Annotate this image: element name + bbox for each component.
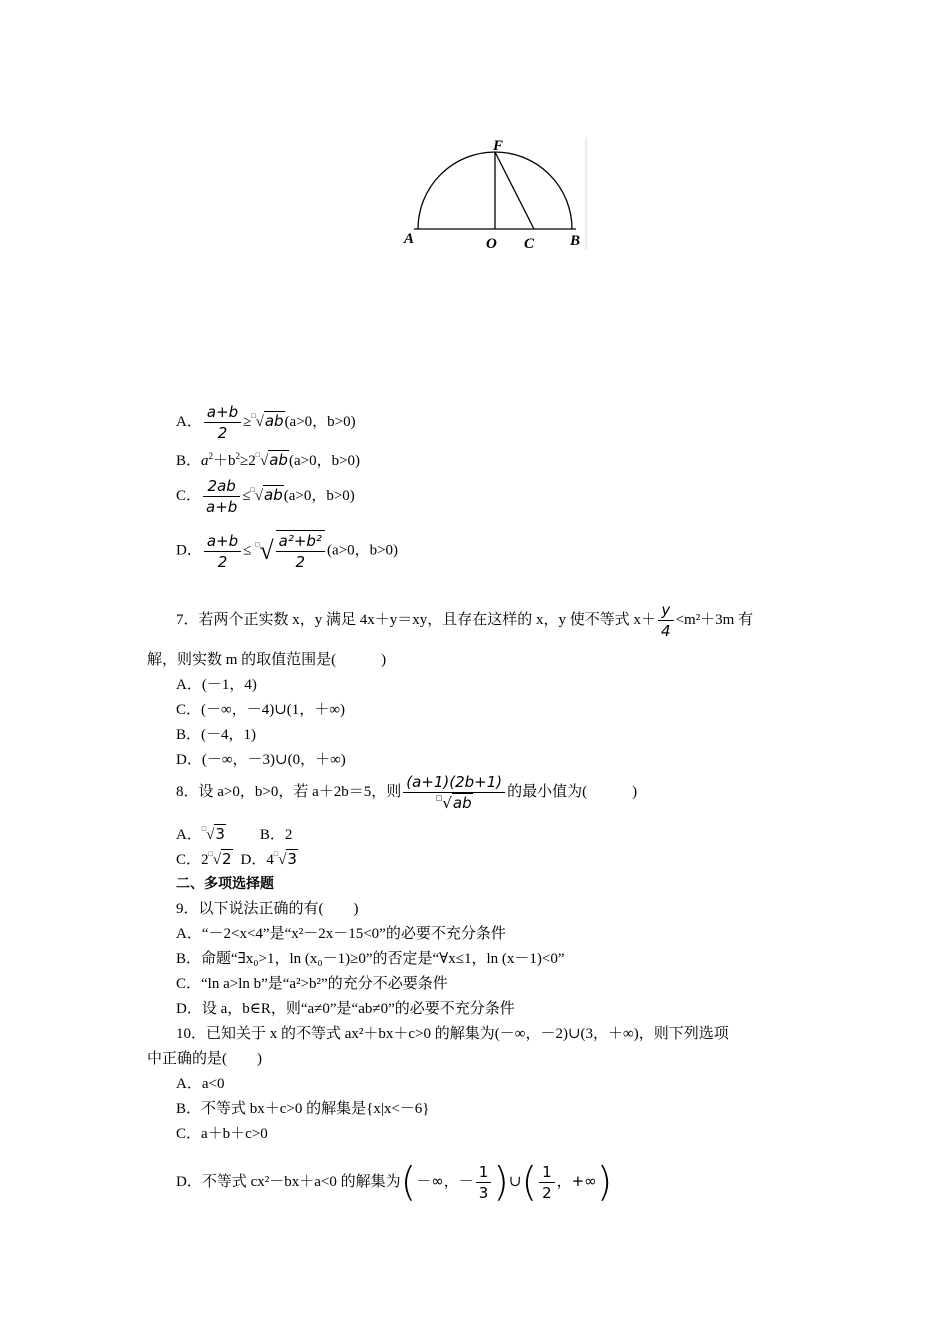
q9-option-a: A．“－2<x<4”是“x²－2x－15<0”的必要不充分条件	[176, 926, 506, 942]
q9-option-b: B．命题“∃x₀>1，ln (x₀－1)≥0”的否定是“∀x≤1，ln (x－1)<0”	[176, 951, 565, 967]
q6-option-a: A． $\frac{a+b}{2}$ ≥□√ab(a>0，b>0)	[176, 403, 356, 442]
q10-stem-line2: 中正确的是( )	[147, 1051, 262, 1067]
q8-stem: 8．设 a>0，b>0，若 a＋2b＝5，则 $\frac{(a+1)(2b+1)}{^□√ab}$ 的最小值为( )	[176, 773, 638, 812]
q9-stem: 9．以下说法正确的有( )	[176, 901, 359, 917]
q7-option-a: A．(－1，4)	[176, 677, 257, 693]
q6-option-b: B．$a^2+b^2\ge 2^□√ab(a>0$，b>0)	[176, 451, 361, 469]
q9-option-d: D．设 a，b∈R，则“a≠0”是“ab≠0”的必要不充分条件	[176, 1001, 515, 1017]
q7-option-d: D．(－∞，－3)∪(0，＋∞)	[176, 752, 346, 768]
q10-option-c: C．a＋b＋c>0	[176, 1126, 268, 1142]
q10-option-a: A．a<0	[176, 1076, 225, 1092]
semicircle-figure	[398, 132, 598, 257]
q6-option-c: C． $\frac{2ab}{a+b}$ ≤□√ab(a>0，b>0)	[176, 477, 355, 516]
q8-options-row1: A．□√3 B．2	[176, 825, 293, 843]
point-A: A	[404, 231, 415, 247]
q9-option-c: C．“ln a>ln b”是“a²>b²”的充分不必要条件	[176, 976, 448, 992]
q10-stem-line1: 10．已知关于 x 的不等式 ax²＋bx＋c>0 的解集为(－∞，－2)∪(3，＋∞)，则下列选项	[176, 1026, 729, 1042]
q7-option-b: B．(－4，1)	[176, 727, 256, 743]
point-C: C	[524, 236, 535, 252]
q10-option-d: D．不等式 cx²－bx＋a<0 的解集为(－∞，－ $\frac{1}{3}$ )∪( $\frac{1}{2}$ ，+∞)	[176, 1159, 613, 1206]
point-O: O	[486, 236, 497, 252]
point-F: F	[493, 138, 504, 154]
section-heading: 二、多项选择题	[176, 876, 274, 892]
q6-option-d: D． $\frac{a+b}{2}$ ≤ □√ $\frac{\text{a²+b²}}{2}$ (a>0，b>0)	[176, 531, 399, 571]
q8-options-row2: C．2□√2 D．4□√3	[176, 850, 297, 868]
q10-option-b: B．不等式 bx＋c>0 的解集是{x|x<－6}	[176, 1101, 430, 1117]
point-B: B	[570, 233, 581, 249]
q7-stem-line1: 7．若两个正实数 x，y 满足 4x＋y＝xy，且存在这样的 x，y 使不等式 x＋ $\frac{y}{4}$ <m²＋3m 有	[176, 601, 754, 640]
q7-stem-line2: 解，则实数 m 的取值范围是( )	[147, 652, 387, 668]
q7-option-c: C．(－∞，－4)∪(1，＋∞)	[176, 702, 345, 718]
